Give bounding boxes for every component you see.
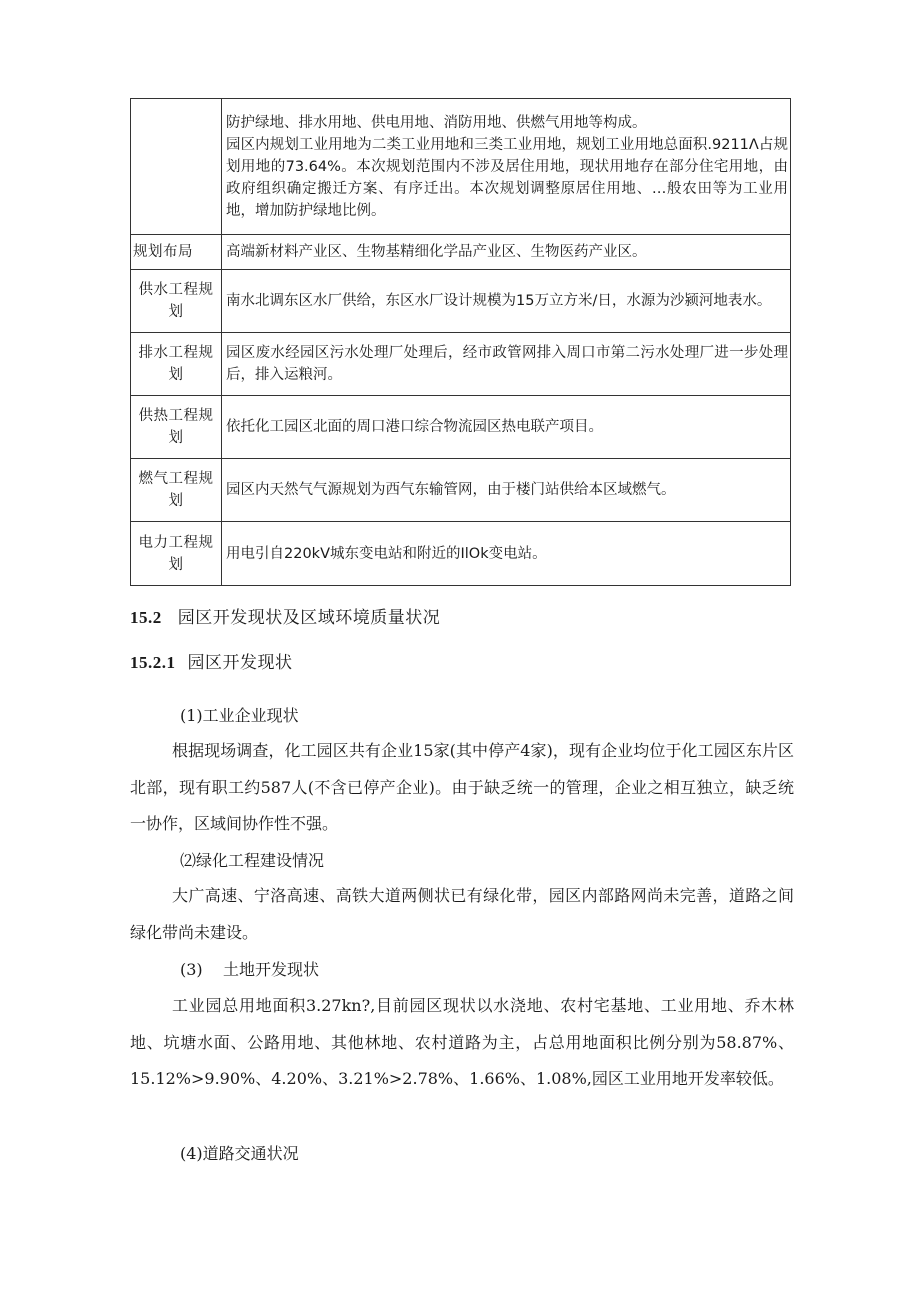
table-row xyxy=(131,396,791,459)
row-content: 用电引自220kV城东变电站和附近的IlOk变电站。 xyxy=(222,522,791,586)
section-heading xyxy=(130,603,440,628)
row-label: 电力工程规划 xyxy=(131,522,222,586)
row-label xyxy=(131,99,222,235)
land-use-line-2: 园区内规划工业用地为二类工业用地和三类工业用地，规划工业用地总面积.9211Λ占规划用地的73.64%。本次规划范围内不涉及居住用地，现状用地存在部分住宅用地，由政府组织确定搬迁方案、有序迁出。本次规划调整原居住用地、…般农田等为工业用地，增加防护绿地比例。 xyxy=(226,136,788,219)
subsection-number: 15.2.1 xyxy=(130,653,176,672)
section-title: 园区开发现状及区域环境质量状况 xyxy=(177,608,441,628)
item-paragraph: 工业园总用地面积3.27kn?,目前园区现状以水浇地、农村宅基地、工业用地、乔木林地、坑塘水面、公路用地、其他林地、农村道路为主，占总用地面积比例分别为58.87%、15.12%>9.90%、4.20%、3.21%>2.78%、1.66%、1.08%,园区工业用地开发率较低。 xyxy=(130,996,794,1088)
subsection-title: 园区开发现状 xyxy=(187,653,293,673)
item-heading: (3) 土地开发现状 xyxy=(180,960,320,979)
table-row xyxy=(131,459,791,522)
row-content: 南水北调东区水厂供给，东区水厂设计规模为15万立方米/日，水源为沙颍河地表水。 xyxy=(222,270,791,333)
table-row xyxy=(131,522,791,586)
row-content: 园区废水经园区污水处理厂处理后，经市政管网排入周口市第二污水处理厂进一步处理后，排入运粮河。 xyxy=(222,333,791,396)
land-use-line-1: 防护绿地、排水用地、供电用地、消防用地、供燃气用地等构成。 xyxy=(226,114,647,131)
row-label: 排水工程规划 xyxy=(131,333,222,396)
item-paragraph: 大广高速、宁洛高速、高铁大道两侧状已有绿化带，园区内部路网尚未完善，道路之间绿化带尚未建设。 xyxy=(130,886,794,942)
item-heading: ⑵绿化工程建设情况 xyxy=(180,851,325,870)
row-content: 高端新材料产业区、生物基精细化学品产业区、生物医药产业区。 xyxy=(222,235,791,270)
planning-table xyxy=(130,98,791,586)
item-heading: (4)道路交通状况 xyxy=(180,1144,299,1163)
table-row xyxy=(131,270,791,333)
row-label: 供水工程规划 xyxy=(131,270,222,333)
row-content xyxy=(222,99,791,235)
item-heading: (1)工业企业现状 xyxy=(180,706,299,725)
subsection-heading xyxy=(130,648,293,673)
row-label: 燃气工程规划 xyxy=(131,459,222,522)
row-label: 供热工程规划 xyxy=(131,396,222,459)
section-number: 15.2 xyxy=(130,608,162,627)
row-content: 园区内天然气气源规划为西气东输管网，由于楼门站供给本区域燃气。 xyxy=(222,459,791,522)
table-row xyxy=(131,333,791,396)
table-row xyxy=(131,99,791,235)
row-content: 依托化工园区北面的周口港口综合物流园区热电联产项目。 xyxy=(222,396,791,459)
table-row xyxy=(131,235,791,270)
row-label: 规划布局 xyxy=(131,235,222,270)
item-paragraph: 根据现场调查，化工园区共有企业15家(其中停产4家)，现有企业均位于化工园区东片区北部，现有职工约587人(不含已停产企业)。由于缺乏统一的管理，企业之相互独立，缺乏统一协作，区域间协作性不强。 xyxy=(130,741,794,833)
